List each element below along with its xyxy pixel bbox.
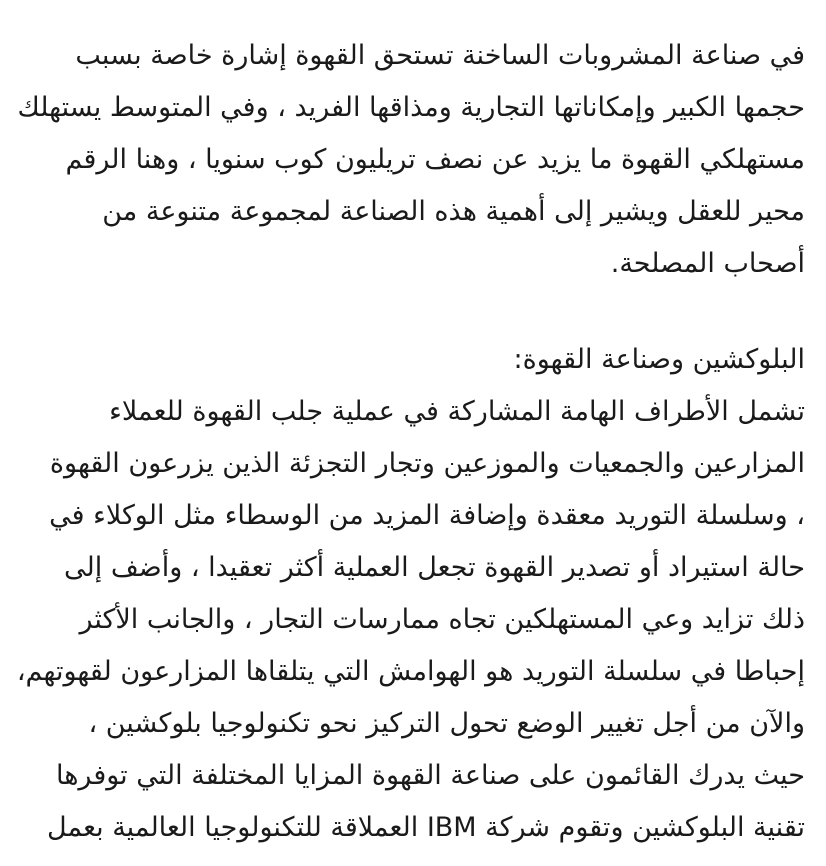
text-line: حالة استيراد أو تصدير القهوة تجعل العملية أكثر تعقيدا ، وأضف إلى (64, 552, 805, 583)
text-line: إحباطا في سلسلة التوريد هو الهوامش التي يتلقاها المزارعون لقهوتهم، (16, 656, 805, 687)
text-line: المزارعين والجمعيات والموزعين وتجار التجزئة الذين يزرعون القهوة (49, 448, 805, 479)
section-paragraph (0, 386, 805, 854)
text-line: محير للعقل ويشير إلى أهمية هذه الصناعة لمجموعة متنوعة من (102, 196, 805, 227)
article-body (0, 30, 805, 854)
text-line: في صناعة المشروبات الساخنة تستحق القهوة إشارة خاصة بسبب (75, 40, 805, 71)
text-line: تقنية البلوكشين وتقوم شركة IBM العملاقة للتكنولوجيا العالمية بعمل (47, 812, 805, 843)
text-line: والآن من أجل تغيير الوضع تحول التركيز نحو تكنولوجيا بلوكشين ، (88, 708, 805, 739)
text-line: حجمها الكبير وإمكاناتها التجارية ومذاقها الفريد ، وفي المتوسط يستهلك (17, 92, 805, 123)
text-line: ذلك تزايد وعي المستهلكين تجاه ممارسات التجار ، والجانب الأكثر (79, 604, 805, 635)
text-line: مستهلكي القهوة ما يزيد عن نصف تريليون كوب سنويا ، وهنا الرقم (65, 144, 805, 175)
text-line: أصحاب المصلحة. (610, 248, 805, 279)
text-line: حيث يدرك القائمون على صناعة القهوة المزايا المختلفة التي توفرها (55, 760, 805, 791)
intro-paragraph (0, 30, 805, 290)
text-line: ، وسلسلة التوريد معقدة وإضافة المزيد من الوسطاء مثل الوكلاء في (49, 500, 805, 531)
section-heading: البلوكشين وصناعة القهوة: (513, 344, 805, 375)
paragraph-gap (0, 290, 805, 334)
text-line: تشمل الأطراف الهامة المشاركة في عملية جلب القهوة للعملاء (109, 396, 805, 427)
